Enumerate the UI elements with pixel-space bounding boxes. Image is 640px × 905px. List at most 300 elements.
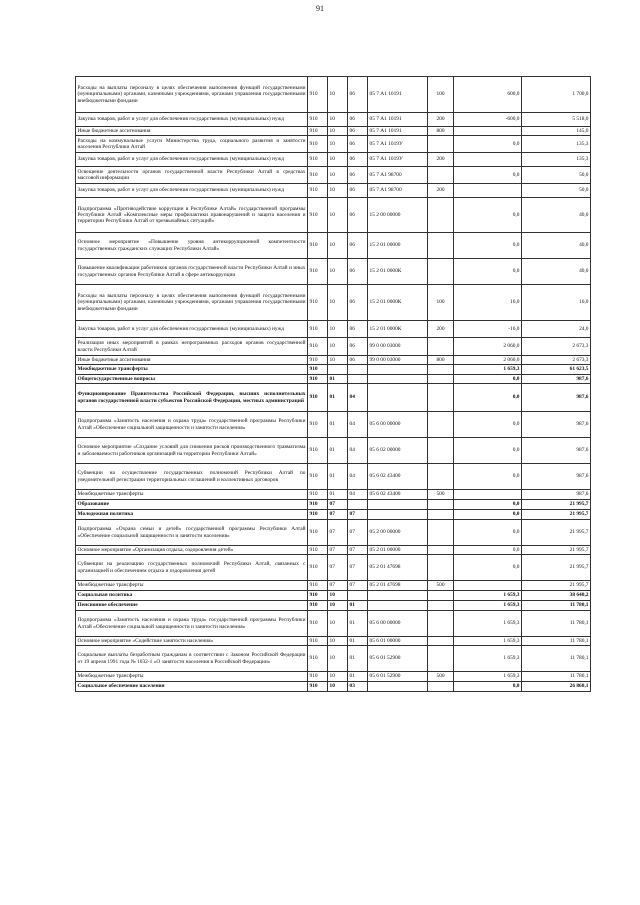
row-total-amount: 21 995,7 bbox=[522, 546, 591, 555]
row-subsection-code bbox=[348, 375, 368, 384]
row-ved-code: 910 bbox=[308, 682, 328, 692]
row-ved-code: 910 bbox=[308, 520, 328, 546]
row-total-amount: 21 995,7 bbox=[522, 520, 591, 546]
row-name: Повышение квалификации работников органов государственной власти Республики Алтай и иных государственных органов Республики Алтай в сфере антикоррупции bbox=[76, 259, 308, 285]
table-body bbox=[76, 77, 591, 692]
row-target-item-code bbox=[368, 375, 428, 384]
budget-allocation-table bbox=[75, 76, 591, 692]
row-change-amount: 2 060,0 bbox=[454, 338, 522, 356]
row-section-code: 10 bbox=[328, 646, 348, 672]
row-ved-code: 910 bbox=[308, 136, 328, 153]
row-change-amount: 0,0 bbox=[454, 464, 522, 490]
row-name: Подпрограмма «Занятость населения и охрана труда» государственной программы Республики Алтай «Обеспечение социальной защищенности и занятости населения» bbox=[76, 611, 308, 637]
row-total-amount: 11 780,1 bbox=[522, 611, 591, 637]
row-name: Функционирование Правительства Российской Федерации, высших исполнительных органов государственной власти субъектов Российской Федерации, местных администраций bbox=[76, 384, 308, 412]
row-subsection-code: 04 bbox=[348, 464, 368, 490]
row-target-item-code bbox=[368, 601, 428, 611]
row-expense-type-code bbox=[428, 646, 454, 672]
row-target-item-code: 05 7 А1 98700 bbox=[368, 167, 428, 184]
row-target-item-code: 05 6 00 00000 bbox=[368, 412, 428, 438]
row-target-item-code: 05 6 01 00000 bbox=[368, 637, 428, 646]
row-expense-type-code: 200 bbox=[428, 184, 454, 198]
row-section-code: 10 bbox=[328, 198, 348, 233]
row-target-item-code: 99 0 00 03000 bbox=[368, 338, 428, 356]
row-change-amount: 1 659,3 bbox=[454, 646, 522, 672]
row-expense-type-code bbox=[428, 365, 454, 375]
table-row bbox=[76, 637, 591, 646]
row-expense-type-code bbox=[428, 510, 454, 520]
row-subsection-code: 01 bbox=[348, 601, 368, 611]
row-expense-type-code bbox=[428, 591, 454, 601]
row-expense-type-code bbox=[428, 611, 454, 637]
row-change-amount: 2 060,0 bbox=[454, 356, 522, 365]
row-name: Подпрограмма «Занятость населения и охрана труда» государственной программы Республики Алтай «Обеспечение социальной защищенности и занятости населения» bbox=[76, 412, 308, 438]
row-section-code: 07 bbox=[328, 510, 348, 520]
row-target-item-code: 05 7 А1 10191 bbox=[368, 127, 428, 136]
row-total-amount: 987,6 bbox=[522, 375, 591, 384]
page-number: 91 bbox=[316, 4, 324, 13]
row-name: Межбюджетные трансферты bbox=[76, 490, 308, 500]
row-target-item-code: 05 6 00 00000 bbox=[368, 611, 428, 637]
row-subsection-code: 06 bbox=[348, 77, 368, 113]
row-target-item-code: 05 7 А1 1019У bbox=[368, 153, 428, 167]
row-total-amount: 40,0 bbox=[522, 198, 591, 233]
row-name: Социальные выплаты безработным гражданам в соответствии с Законом Российской Федерации от 19 апреля 1991 года № 1032-1 «О занятости населения в Российской Федерации» bbox=[76, 646, 308, 672]
row-ved-code: 910 bbox=[308, 438, 328, 464]
row-ved-code: 910 bbox=[308, 338, 328, 356]
row-subsection-code: 07 bbox=[348, 546, 368, 555]
row-section-code: 07 bbox=[328, 555, 348, 581]
row-section-code: 10 bbox=[328, 601, 348, 611]
row-change-amount: 0,0 bbox=[454, 500, 522, 510]
row-total-amount: 2 673,3 bbox=[522, 338, 591, 356]
row-change-amount: 0,0 bbox=[454, 259, 522, 285]
row-ved-code: 910 bbox=[308, 127, 328, 136]
table-row bbox=[76, 510, 591, 520]
row-change-amount: 0,0 bbox=[454, 438, 522, 464]
table-row bbox=[76, 500, 591, 510]
row-total-amount: 61 623,5 bbox=[522, 365, 591, 375]
row-section-code: 10 bbox=[328, 591, 348, 601]
row-section-code: 10 bbox=[328, 153, 348, 167]
row-target-item-code bbox=[368, 500, 428, 510]
row-ved-code: 910 bbox=[308, 321, 328, 338]
table-row bbox=[76, 338, 591, 356]
row-subsection-code: 07 bbox=[348, 520, 368, 546]
row-total-amount: 21 995,7 bbox=[522, 500, 591, 510]
row-section-code: 07 bbox=[328, 500, 348, 510]
row-ved-code: 910 bbox=[308, 198, 328, 233]
row-subsection-code: 04 bbox=[348, 490, 368, 500]
row-ved-code: 910 bbox=[308, 167, 328, 184]
row-total-amount: 21 995,7 bbox=[522, 510, 591, 520]
row-change-amount bbox=[454, 184, 522, 198]
row-section-code: 01 bbox=[328, 384, 348, 412]
row-total-amount: 24,0 bbox=[522, 321, 591, 338]
row-subsection-code: 01 bbox=[348, 611, 368, 637]
row-name: Образование bbox=[76, 500, 308, 510]
row-total-amount: 145,0 bbox=[522, 127, 591, 136]
row-change-amount: 0,0 bbox=[454, 546, 522, 555]
row-section-code: 10 bbox=[328, 167, 348, 184]
row-total-amount: 987,6 bbox=[522, 384, 591, 412]
row-expense-type-code bbox=[428, 555, 454, 581]
row-name: Субвенции на осуществление государственных полномочий Республики Алтай по уведомительной регистрации территориальных соглашений и коллективных договоров bbox=[76, 464, 308, 490]
row-change-amount: 1 659,3 bbox=[454, 637, 522, 646]
row-ved-code: 910 bbox=[308, 464, 328, 490]
row-total-amount: 135,3 bbox=[522, 136, 591, 153]
row-name: Пенсионное обеспечение bbox=[76, 601, 308, 611]
table-row bbox=[76, 184, 591, 198]
table-row bbox=[76, 490, 591, 500]
row-total-amount: 50,0 bbox=[522, 167, 591, 184]
row-subsection-code: 04 bbox=[348, 412, 368, 438]
row-ved-code: 910 bbox=[308, 184, 328, 198]
row-subsection-code: 01 bbox=[348, 637, 368, 646]
row-name: Общегосударственные вопросы bbox=[76, 375, 308, 384]
row-expense-type-code bbox=[428, 167, 454, 184]
table-row bbox=[76, 438, 591, 464]
row-section-code: 07 bbox=[328, 520, 348, 546]
row-name: Межбюджетные трансферты bbox=[76, 365, 308, 375]
row-target-item-code: 15 2 01 0000К bbox=[368, 259, 428, 285]
row-target-item-code: 05 2 00 00000 bbox=[368, 520, 428, 546]
row-change-amount: 0,0 bbox=[454, 682, 522, 692]
row-expense-type-code bbox=[428, 546, 454, 555]
row-ved-code: 910 bbox=[308, 601, 328, 611]
row-ved-code: 910 bbox=[308, 375, 328, 384]
row-expense-type-code bbox=[428, 682, 454, 692]
row-name: Закупка товаров, работ и услуг для обеспечения государственных (муниципальных) нужд bbox=[76, 184, 308, 198]
row-change-amount: 0,0 bbox=[454, 520, 522, 546]
row-change-amount: -600,0 bbox=[454, 113, 522, 127]
row-ved-code: 910 bbox=[308, 233, 328, 259]
row-ved-code: 910 bbox=[308, 581, 328, 591]
row-ved-code: 910 bbox=[308, 500, 328, 510]
row-name: Реализация иных мероприятий в рамках непрограммных расходов органов государственной власти Республики Алтай bbox=[76, 338, 308, 356]
row-ved-code: 910 bbox=[308, 412, 328, 438]
row-target-item-code bbox=[368, 510, 428, 520]
row-subsection-code: 07 bbox=[348, 581, 368, 591]
row-target-item-code: 05 2 01 00000 bbox=[368, 546, 428, 555]
row-total-amount: 50,0 bbox=[522, 184, 591, 198]
table-row bbox=[76, 233, 591, 259]
table-row bbox=[76, 136, 591, 153]
row-section-code: 10 bbox=[328, 259, 348, 285]
row-change-amount: 1 659,3 bbox=[454, 591, 522, 601]
row-section-code: 10 bbox=[328, 611, 348, 637]
row-expense-type-code: 500 bbox=[428, 490, 454, 500]
row-target-item-code: 99 0 00 03000 bbox=[368, 356, 428, 365]
row-change-amount: 0,0 bbox=[454, 555, 522, 581]
row-subsection-code: 06 bbox=[348, 233, 368, 259]
row-section-code: 01 bbox=[328, 490, 348, 500]
table-row bbox=[76, 365, 591, 375]
row-change-amount: 0,0 bbox=[454, 412, 522, 438]
row-change-amount: 0,0 bbox=[454, 375, 522, 384]
row-total-amount: 135,3 bbox=[522, 153, 591, 167]
row-ved-code: 910 bbox=[308, 672, 328, 682]
row-change-amount: 16,0 bbox=[454, 285, 522, 321]
row-expense-type-code: 200 bbox=[428, 321, 454, 338]
row-name: Субвенции на реализацию государственных полномочий Республики Алтай, связанных с организацией и обеспечением отдыха и оздоровления детей bbox=[76, 555, 308, 581]
row-target-item-code: 15 2 00 00000 bbox=[368, 198, 428, 233]
row-total-amount: 21 995,7 bbox=[522, 581, 591, 591]
row-name: Социальная политика bbox=[76, 591, 308, 601]
row-expense-type-code bbox=[428, 438, 454, 464]
row-section-code: 10 bbox=[328, 321, 348, 338]
row-subsection-code: 06 bbox=[348, 153, 368, 167]
row-target-item-code bbox=[368, 384, 428, 412]
row-subsection-code: 06 bbox=[348, 113, 368, 127]
row-expense-type-code bbox=[428, 198, 454, 233]
row-total-amount: 5 518,0 bbox=[522, 113, 591, 127]
row-change-amount: 600,0 bbox=[454, 77, 522, 113]
row-name: Закупка товаров, работ и услуг для обеспечения государственных (муниципальных) нужд bbox=[76, 153, 308, 167]
row-section-code: 10 bbox=[328, 338, 348, 356]
table-row bbox=[76, 601, 591, 611]
row-total-amount: 11 780,1 bbox=[522, 637, 591, 646]
row-subsection-code: 06 bbox=[348, 198, 368, 233]
row-subsection-code: 06 bbox=[348, 127, 368, 136]
row-total-amount: 1 700,0 bbox=[522, 77, 591, 113]
row-section-code: 10 bbox=[328, 682, 348, 692]
row-target-item-code bbox=[368, 365, 428, 375]
row-target-item-code: 05 6 01 52900 bbox=[368, 646, 428, 672]
row-section-code: 07 bbox=[328, 581, 348, 591]
row-total-amount: 2 673,3 bbox=[522, 356, 591, 365]
row-section-code: 10 bbox=[328, 127, 348, 136]
row-section-code: 10 bbox=[328, 285, 348, 321]
row-change-amount: 1 659,3 bbox=[454, 611, 522, 637]
row-subsection-code: 01 bbox=[348, 672, 368, 682]
row-subsection-code: 06 bbox=[348, 321, 368, 338]
row-subsection-code: 06 bbox=[348, 136, 368, 153]
row-target-item-code: 05 7 А1 10191 bbox=[368, 77, 428, 113]
row-name: Основное мероприятие «Повышение уровня антикоррупционной компетентности государственных гражданских служащих Республики Алтай» bbox=[76, 233, 308, 259]
table-row bbox=[76, 259, 591, 285]
row-name: Основное мероприятие «Содействие занятости населения» bbox=[76, 637, 308, 646]
row-target-item-code bbox=[368, 591, 428, 601]
row-expense-type-code: 500 bbox=[428, 581, 454, 591]
row-target-item-code: 15 2 01 0000К bbox=[368, 285, 428, 321]
row-ved-code: 910 bbox=[308, 384, 328, 412]
table-row bbox=[76, 546, 591, 555]
row-subsection-code: 04 bbox=[348, 384, 368, 412]
row-total-amount: 987,6 bbox=[522, 490, 591, 500]
row-name: Расходы на коммунальные услуги Министерства труда, социального развития и занятости населения Республики Алтай bbox=[76, 136, 308, 153]
row-target-item-code: 05 6 02 43400 bbox=[368, 490, 428, 500]
row-subsection-code: 06 bbox=[348, 285, 368, 321]
row-subsection-code: 03 bbox=[348, 682, 368, 692]
row-target-item-code: 05 2 01 47698 bbox=[368, 581, 428, 591]
row-change-amount bbox=[454, 490, 522, 500]
row-change-amount bbox=[454, 127, 522, 136]
row-section-code: 10 bbox=[328, 184, 348, 198]
row-total-amount: 11 780,1 bbox=[522, 601, 591, 611]
row-section-code: 10 bbox=[328, 113, 348, 127]
row-section-code: 01 bbox=[328, 438, 348, 464]
table-row bbox=[76, 77, 591, 113]
row-total-amount: 21 995,7 bbox=[522, 555, 591, 581]
row-expense-type-code bbox=[428, 500, 454, 510]
row-subsection-code: 07 bbox=[348, 555, 368, 581]
row-total-amount: 40,0 bbox=[522, 259, 591, 285]
row-ved-code: 910 bbox=[308, 611, 328, 637]
row-expense-type-code: 500 bbox=[428, 672, 454, 682]
row-subsection-code: 06 bbox=[348, 356, 368, 365]
row-subsection-code: 01 bbox=[348, 646, 368, 672]
row-expense-type-code bbox=[428, 233, 454, 259]
row-expense-type-code bbox=[428, 375, 454, 384]
row-section-code: 10 bbox=[328, 356, 348, 365]
table-row bbox=[76, 198, 591, 233]
table-row bbox=[76, 581, 591, 591]
row-change-amount bbox=[454, 581, 522, 591]
row-name: Расходы на выплаты персоналу в целях обеспечения выполнения функций государственными (муниципальными) органами, казенными учреждениями, органами управления государственными внебюджетными фондами bbox=[76, 285, 308, 321]
row-ved-code: 910 bbox=[308, 546, 328, 555]
row-section-code: 10 bbox=[328, 77, 348, 113]
row-ved-code: 910 bbox=[308, 356, 328, 365]
row-change-amount: 0,0 bbox=[454, 136, 522, 153]
table-row bbox=[76, 682, 591, 692]
row-ved-code: 910 bbox=[308, 591, 328, 601]
row-subsection-code bbox=[348, 365, 368, 375]
row-section-code: 10 bbox=[328, 136, 348, 153]
row-change-amount: 1 659,3 bbox=[454, 601, 522, 611]
table-row bbox=[76, 285, 591, 321]
table-row bbox=[76, 167, 591, 184]
row-expense-type-code: 800 bbox=[428, 356, 454, 365]
row-ved-code: 910 bbox=[308, 637, 328, 646]
row-change-amount bbox=[454, 153, 522, 167]
row-section-code bbox=[328, 365, 348, 375]
row-change-amount: 0,0 bbox=[454, 167, 522, 184]
row-total-amount: 987,6 bbox=[522, 412, 591, 438]
row-name: Социальное обеспечение населения bbox=[76, 682, 308, 692]
table-row bbox=[76, 412, 591, 438]
row-subsection-code bbox=[348, 591, 368, 601]
row-ved-code: 910 bbox=[308, 153, 328, 167]
row-section-code: 10 bbox=[328, 672, 348, 682]
row-target-item-code: 05 7 А1 10191 bbox=[368, 113, 428, 127]
row-ved-code: 910 bbox=[308, 259, 328, 285]
row-expense-type-code bbox=[428, 338, 454, 356]
row-target-item-code: 15 2 01 0000К bbox=[368, 321, 428, 338]
row-expense-type-code bbox=[428, 136, 454, 153]
row-name: Межбюджетные трансферты bbox=[76, 581, 308, 591]
row-expense-type-code: 200 bbox=[428, 113, 454, 127]
row-ved-code: 910 bbox=[308, 113, 328, 127]
table-row bbox=[76, 356, 591, 365]
row-section-code: 01 bbox=[328, 412, 348, 438]
row-total-amount: 16,0 bbox=[522, 285, 591, 321]
row-subsection-code: 06 bbox=[348, 259, 368, 285]
row-ved-code: 910 bbox=[308, 365, 328, 375]
row-expense-type-code bbox=[428, 520, 454, 546]
row-section-code: 07 bbox=[328, 546, 348, 555]
table-row bbox=[76, 555, 591, 581]
row-expense-type-code bbox=[428, 637, 454, 646]
row-ved-code: 910 bbox=[308, 285, 328, 321]
row-target-item-code: 15 2 01 00000 bbox=[368, 233, 428, 259]
row-expense-type-code bbox=[428, 384, 454, 412]
row-subsection-code bbox=[348, 500, 368, 510]
table-row bbox=[76, 127, 591, 136]
row-ved-code: 910 bbox=[308, 77, 328, 113]
row-total-amount: 38 640,2 bbox=[522, 591, 591, 601]
row-change-amount: 0,0 bbox=[454, 198, 522, 233]
row-total-amount: 11 780,1 bbox=[522, 672, 591, 682]
row-expense-type-code: 100 bbox=[428, 285, 454, 321]
table-row bbox=[76, 672, 591, 682]
row-ved-code: 910 bbox=[308, 555, 328, 581]
row-section-code: 10 bbox=[328, 233, 348, 259]
table-row bbox=[76, 384, 591, 412]
row-target-item-code: 05 6 01 52900 bbox=[368, 672, 428, 682]
row-subsection-code: 07 bbox=[348, 510, 368, 520]
row-change-amount: 1 659,3 bbox=[454, 365, 522, 375]
row-subsection-code: 06 bbox=[348, 184, 368, 198]
row-ved-code: 910 bbox=[308, 490, 328, 500]
row-expense-type-code bbox=[428, 412, 454, 438]
row-subsection-code: 06 bbox=[348, 338, 368, 356]
row-name: Основное мероприятие «Создание условий для снижения рисков производственного травматизма и заболеваемости работников организаций на территории Республики Алтай» bbox=[76, 438, 308, 464]
table-row bbox=[76, 375, 591, 384]
row-ved-code: 910 bbox=[308, 510, 328, 520]
row-target-item-code: 05 2 01 47698 bbox=[368, 555, 428, 581]
row-expense-type-code bbox=[428, 259, 454, 285]
row-name: Подпрограмма «Охрана семьи и детей» государственной программы Республики Алтай «Обеспечение социальной защищенности и занятости населения» bbox=[76, 520, 308, 546]
row-subsection-code: 06 bbox=[348, 167, 368, 184]
row-change-amount: 0,0 bbox=[454, 510, 522, 520]
row-name: Иные бюджетные ассигнования bbox=[76, 127, 308, 136]
table-row bbox=[76, 520, 591, 546]
row-change-amount: 0,0 bbox=[454, 233, 522, 259]
row-expense-type-code: 800 bbox=[428, 127, 454, 136]
row-target-item-code bbox=[368, 682, 428, 692]
row-change-amount: 0,0 bbox=[454, 384, 522, 412]
table-row bbox=[76, 591, 591, 601]
table-row bbox=[76, 646, 591, 672]
row-expense-type-code bbox=[428, 464, 454, 490]
row-section-code: 10 bbox=[328, 637, 348, 646]
row-section-code: 01 bbox=[328, 375, 348, 384]
row-name: Межбюджетные трансферты bbox=[76, 672, 308, 682]
row-target-item-code: 05 7 А1 1019У bbox=[368, 136, 428, 153]
table-row bbox=[76, 321, 591, 338]
row-name: Расходы на выплаты персоналу в целях обеспечения выполнения функций государственными (муниципальными) органами, казенными учреждениями, органами управления государственными внебюджетными фондами bbox=[76, 77, 308, 113]
row-ved-code: 910 bbox=[308, 646, 328, 672]
row-name: Молодежная политика bbox=[76, 510, 308, 520]
table-row bbox=[76, 113, 591, 127]
row-section-code: 01 bbox=[328, 464, 348, 490]
row-name: Закупка товаров, работ и услуг для обеспечения государственных (муниципальных) нужд bbox=[76, 113, 308, 127]
row-change-amount: 1 659,3 bbox=[454, 672, 522, 682]
row-total-amount: 11 780,1 bbox=[522, 646, 591, 672]
row-total-amount: 40,0 bbox=[522, 233, 591, 259]
table-row bbox=[76, 464, 591, 490]
row-target-item-code: 05 6 02 00000 bbox=[368, 438, 428, 464]
row-total-amount: 987,6 bbox=[522, 438, 591, 464]
row-name: Освещение деятельности органов государственной власти Республики Алтай в средствах массовой информации bbox=[76, 167, 308, 184]
row-total-amount: 987,6 bbox=[522, 464, 591, 490]
table-row bbox=[76, 611, 591, 637]
table-row bbox=[76, 153, 591, 167]
row-total-amount: 26 860,1 bbox=[522, 682, 591, 692]
row-expense-type-code bbox=[428, 601, 454, 611]
row-name: Подпрограмма «Противодействие коррупции в Республике Алтай» государственной программы Республики Алтай «Комплексные меры профилактики правонарушений и защита населения и территории Республики Алтай от чрезвычайных ситуаций» bbox=[76, 198, 308, 233]
